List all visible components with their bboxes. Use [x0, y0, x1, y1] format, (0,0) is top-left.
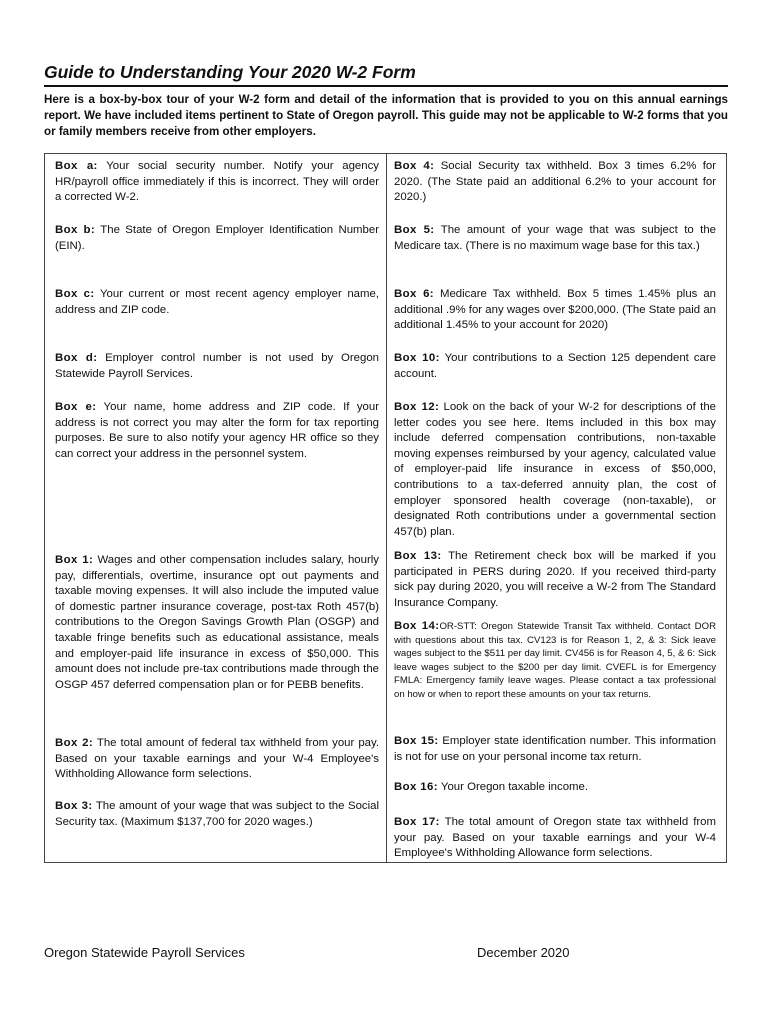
box-1-entry: Box 1: Wages and other compensation includes salary, hourly pay, differentials, overtime, insurance opt out payments and taxable moving expenses. It will also include the imputed value of domestic partner insurance coverage, post-tax Roth 457(b) contributions to the Oregon Savings Growth Plan (OSGP) and taxable fringe benefits such as educational assistance, meals and employer-paid life insurance in excess of $50,000. This amount does not include pre-tax contributions made through the OSGP 457 deferred compensation plan or for PEBB benefits.	[55, 554, 379, 691]
footer-date: December 2020	[477, 945, 570, 960]
column-divider	[386, 154, 387, 862]
box-5-entry: Box 5: The amount of your wage that was subject to the Medicare tax. (There is no maximum wage base for this tax.)	[394, 224, 716, 252]
box-guide-table	[44, 153, 727, 863]
box-a-entry: Box a: Your social security number. Notify your agency HR/payroll office immediately if this is incorrect. They will order a corrected W-2.	[55, 160, 379, 204]
box-13-entry: Box 13: The Retirement check box will be marked if you participated in PERS during 2020. If you received third-party sick pay during 2020, you will receive a W-2 from The Standard Insurance Company.	[394, 550, 716, 609]
footer-organization: Oregon Statewide Payroll Services	[44, 945, 245, 960]
box-12-entry: Box 12: Look on the back of your W-2 for descriptions of the letter codes you see here. Items included in this box may include deferred compensation contributions, non-taxable moving expenses reimbursed by your agency, calculated value of employer-paid life insurance in excess of $50,000, contributions to a tax-deferred annuity plan, the cost of employer sponsored health coverage (non-taxable), or designated Roth contributions under a governmental section 457(b) plan.	[394, 401, 716, 538]
box-14-entry: Box 14:OR-STT: Oregon Statewide Transit Tax withheld. Contact DOR with questions about this tax. CV123 is for Reason 1, 2, & 3: Sick leave wages subject to the $511 per day limit. CV456 is for Reason 4, 5, & 6: Sick leave wages subject to the $200 per day limit. CVEFL is for Emergency FMLA: Emergency family leave wages. Please contact a tax professional on how or when to report these amounts on your tax returns.	[394, 620, 716, 700]
box-3-entry: Box 3: The amount of your wage that was subject to the Social Security tax. (Maximum $137,700 for 2020 wages.)	[55, 800, 379, 828]
box-10-entry: Box 10: Your contributions to a Section 125 dependent care account.	[394, 352, 716, 380]
box-e-entry: Box e: Your name, home address and ZIP code. If your address is not correct you may alter the form for tax reporting purposes. Be sure to also notify your agency HR office so they can correct your address in the personnel system.	[55, 401, 379, 460]
box-d-entry: Box d: Employer control number is not used by Oregon Statewide Payroll Services.	[55, 352, 379, 380]
intro-paragraph: Here is a box-by-box tour of your W-2 form and detail of the information that is provided to you on this annual earnings report. We have included items pertinent to State of Oregon payroll. This guide may not be applicable to W-2 forms that you or family members receive from other employers.	[44, 93, 728, 138]
box-15-entry: Box 15: Employer state identification number. This information is not for use on your personal income tax return.	[394, 735, 717, 763]
box-4-entry: Box 4: Social Security tax withheld. Box 3 times 6.2% for 2020. (The State paid an additional 6.2% to your account for 2020.)	[394, 160, 716, 204]
box-16-entry: Box 16: Your Oregon taxable income.	[394, 781, 589, 793]
box-2-entry: Box 2: The total amount of federal tax withheld from your pay. Based on your taxable earnings and your W-4 Employee's Withholding Allowance form selections.	[55, 737, 380, 781]
page-title: Guide to Understanding Your 2020 W-2 Form	[44, 62, 728, 87]
box-c-entry: Box c: Your current or most recent agency employer name, address and ZIP code.	[55, 288, 379, 316]
box-b-entry: Box b: The State of Oregon Employer Identification Number (EIN).	[55, 224, 379, 252]
box-17-entry: Box 17: The total amount of Oregon state tax withheld from your pay. Based on your taxable earnings and your W-4 Employee's Withholding Allowance form selections.	[394, 816, 716, 860]
box-6-entry: Box 6: Medicare Tax withheld. Box 5 times 1.45% plus an additional .9% for any wages over $200,000. (The State paid an additional 1.45% to your account for 2020)	[394, 288, 716, 332]
